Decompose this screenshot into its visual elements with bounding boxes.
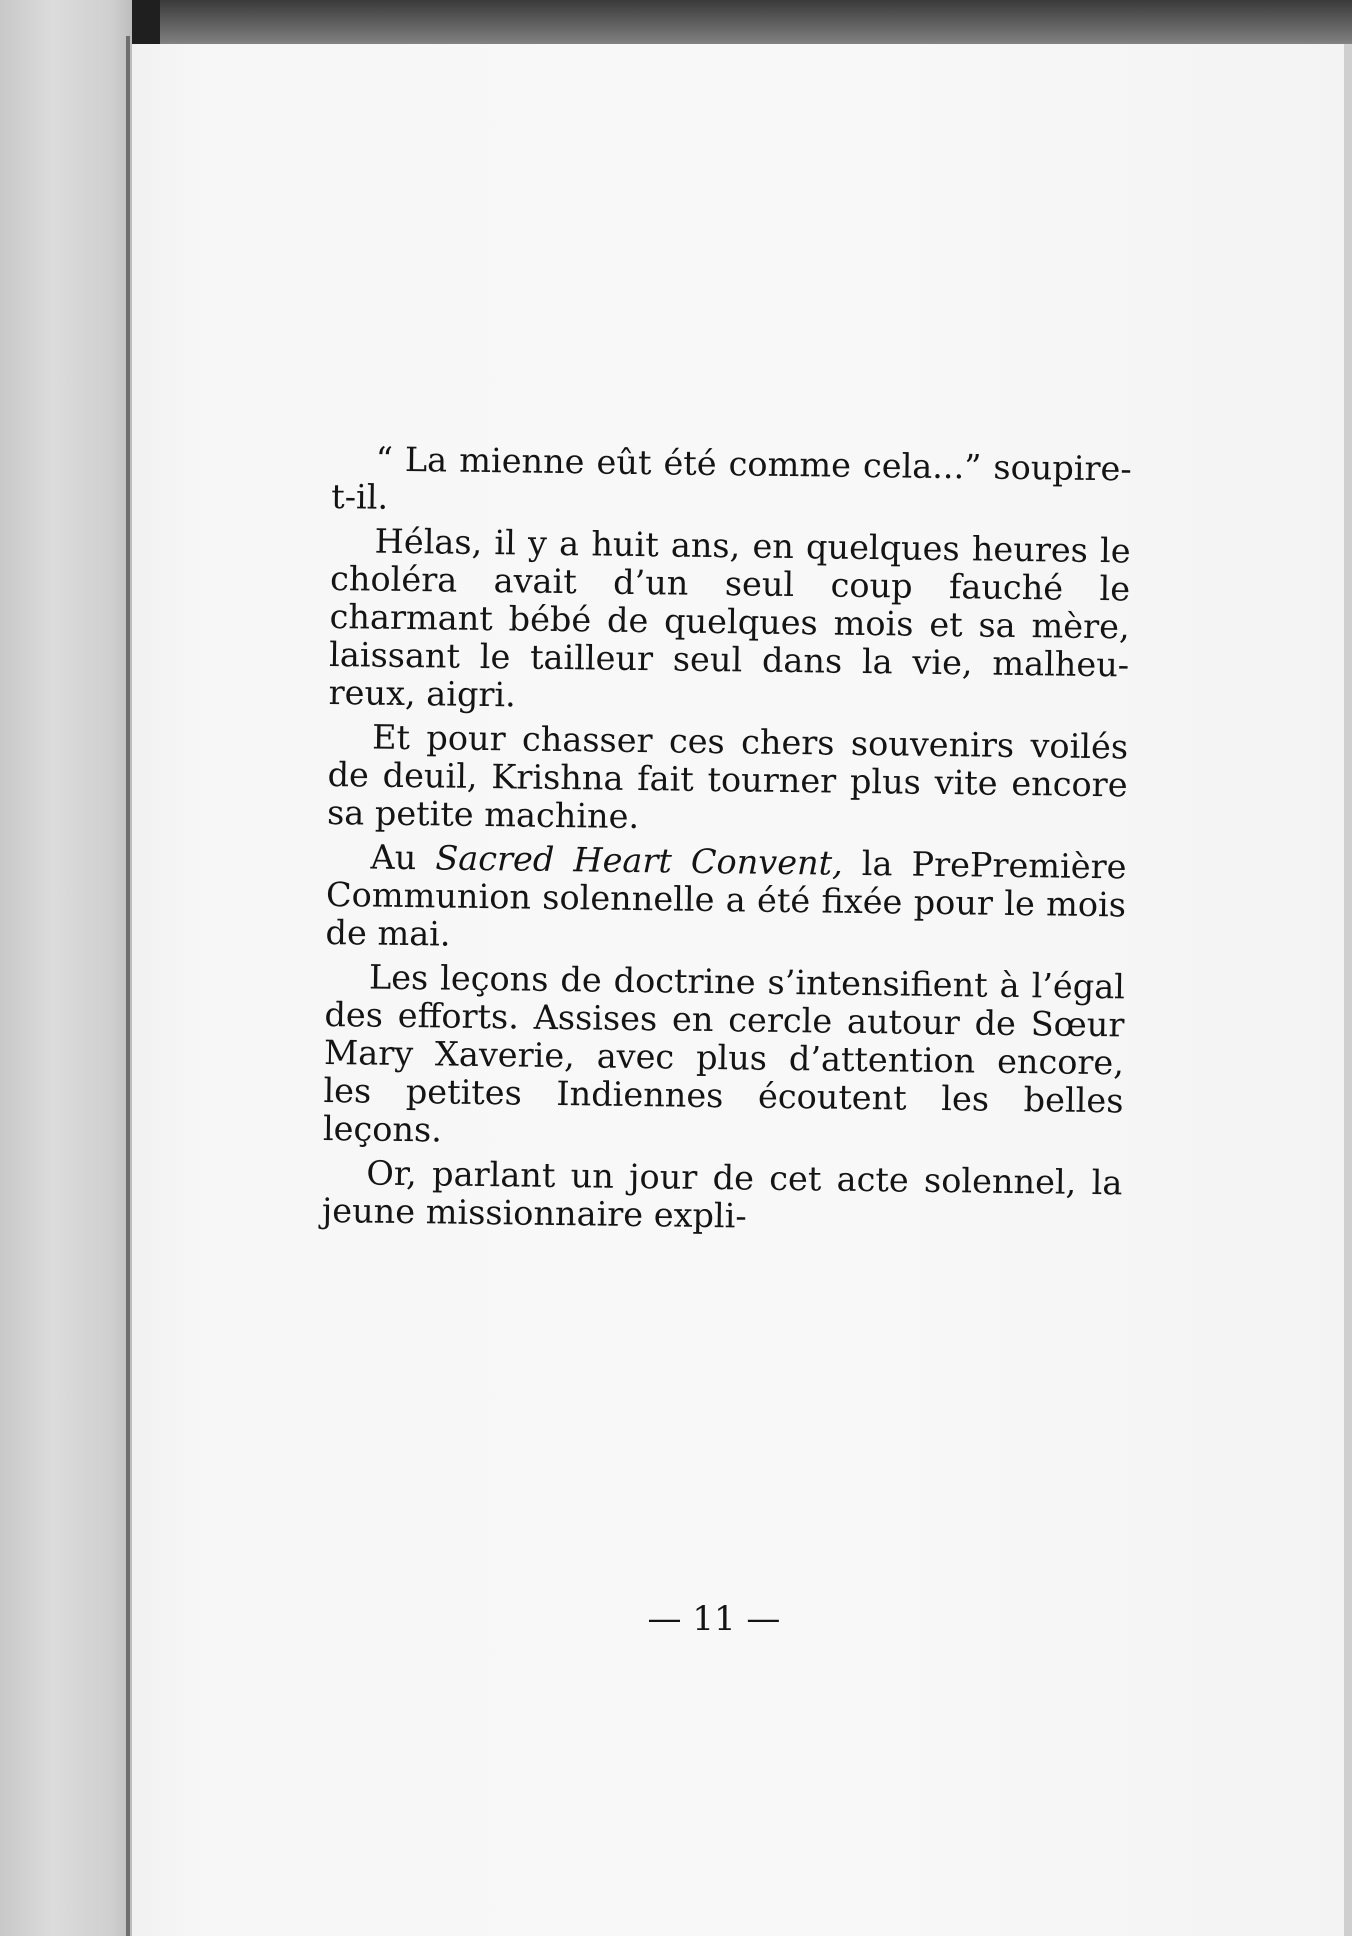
convent-name: Sacred Heart Convent,	[435, 838, 844, 883]
paragraph-2: Hélas, il y a huit ans, en quelques heures le choléra avait d’un seul coup fauché le charmant bébé de quelques mois et sa mère, laissant le tailleur seul dans la vie, malheureux, aigri.	[328, 521, 1131, 715]
paragraph-6: Or, parlant un jour de cet acte solennel, la jeune missionnaire expli-	[321, 1153, 1123, 1236]
book-spine-line	[126, 36, 130, 1936]
paragraph-4	[325, 838, 1126, 962]
paragraph-4-suffix: la Pre	[842, 843, 971, 885]
paragraph-1: “ La mienne eût été comme cela...” soupire-t-il.	[331, 439, 1132, 517]
paragraph-4-prefix: Au	[370, 837, 436, 878]
paragraph-3: Et pour chasser ces chers souvenirs voilés de deuil, Krishna fait tourner plus vite encore sa petite machine.	[326, 717, 1129, 837]
body-text	[322, 440, 1132, 1246]
facing-page-edge	[0, 0, 132, 1936]
paragraph-5: Les leçons de doctrine s’intensifient à l’égal des efforts. Assises en cercle autour de Sœur Mary Xaverie, avec plus d’attention encore, les petites Indiennes écoutent les belles leçons.	[322, 957, 1126, 1150]
page-edge-shadow	[1344, 44, 1352, 1936]
paragraph-4-rest: Première Communion solennelle a été fixée pour le mois de mai.	[325, 845, 1127, 954]
page-number: — 11 —	[647, 1599, 781, 1639]
book-page	[132, 44, 1352, 1936]
